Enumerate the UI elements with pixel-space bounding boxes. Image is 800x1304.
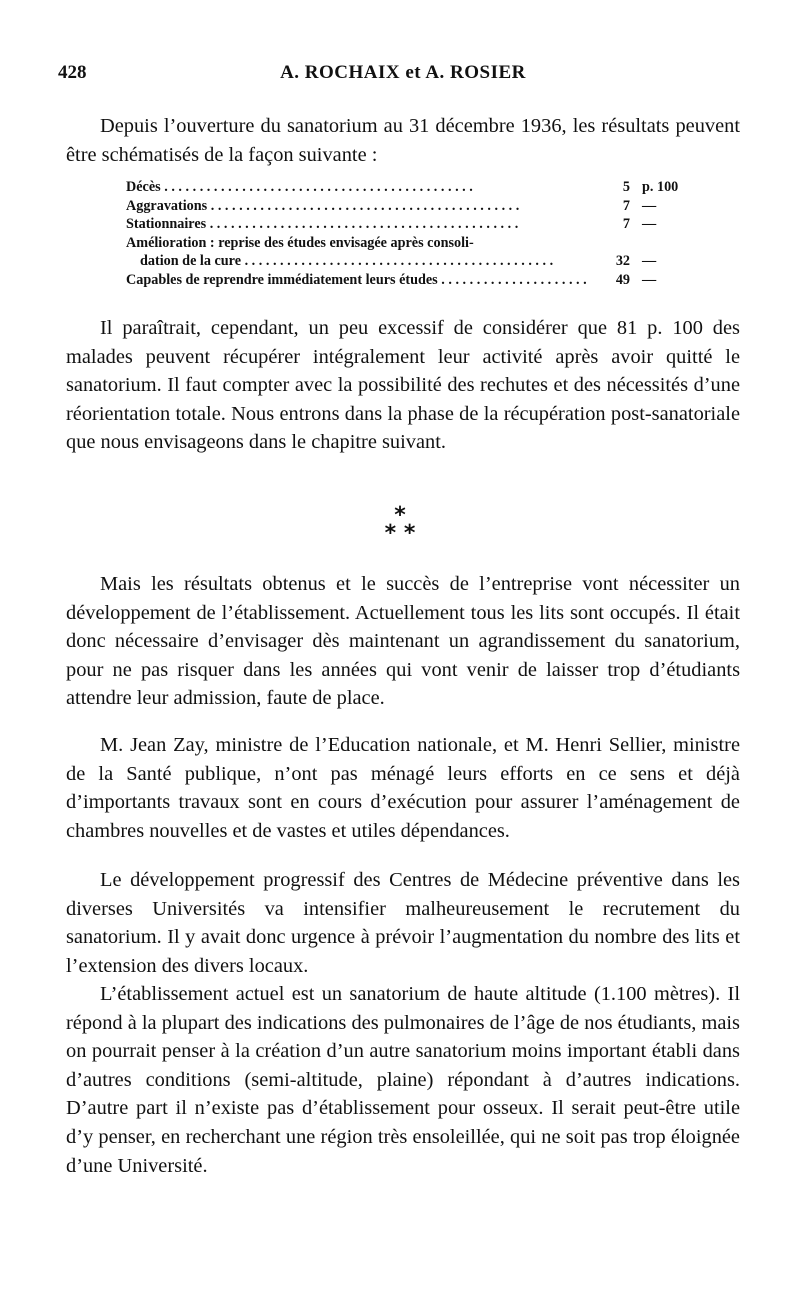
page-number: 428 <box>58 62 87 83</box>
stat-unit: — <box>642 216 657 233</box>
paragraph-centres: Le développement progressif des Centres de Médecine préventive dans les diverses Universités va intensifier malheureusement le recrutement du sanatorium. Il y avait donc urgence à prévoir l’augmentation du nombre des lits et l’extension des divers locaux. <box>66 869 740 977</box>
stat-row-capables <box>126 271 680 290</box>
stat-value: 7 <box>622 197 630 214</box>
running-head: A. ROCHAIX et A. ROSIER <box>280 62 526 83</box>
stat-row-deces <box>126 178 680 197</box>
page-header <box>58 62 748 92</box>
paragraph-developpement: Mais les résultats obtenus et le succès de l’entreprise vont nécessiter un développement de l’établissement. Actuellement tous les lits sont occupés. Il était donc nécessaire d’envisager dès maintenant un agrandissement du sanatorium, pour ne pas risquer dans les années qui vont venir de laisser trop d’étudiants attendre leur admission, faute de place. <box>66 573 740 710</box>
stat-unit: — <box>642 253 657 270</box>
results-table <box>126 178 680 290</box>
stat-value: 32 <box>615 253 630 270</box>
stat-unit: — <box>642 271 657 288</box>
stat-value: 49 <box>615 271 630 288</box>
stat-label: Stationnaires . . . <box>126 215 590 234</box>
stat-label: Aggravations . . . <box>126 197 590 216</box>
paragraph-rechutes: Il paraîtrait, cependant, un peu excessif de considérer que 81 p. 100 des malades peuvent récupérer intégralement leur activité après avoir quitté le sanatorium. Il faut compter avec la possibilité des rechutes et des nécessités d’une réorientation totale. Nous entrons dans la phase de la récupération post-sanatoriale que nous envisageons dans le chapitre suivant. <box>66 317 740 454</box>
stat-value: 7 <box>622 216 630 233</box>
stat-label-line2: dation de la cure . . . <box>140 252 590 271</box>
paragraph-altitude: L’établissement actuel est un sanatorium de haute altitude (1.100 mètres). Il répond à la plupart des indications des pulmonaires de l’âge de nos étudiants, mais on pourrait penser à la création d’un autre sanatorium moins important établi dans d’autres conditions (semi-altitude, plaine) répondant à d’autres indications. D’autre part il n’existe pas d’établissement pour osseux. Il serait peut-être utile d’y penser, en recherchant une région très ensoleillée, qui ne soit pas trop éloignée d’une Université. <box>66 983 740 1177</box>
stat-value: 5 <box>622 179 630 195</box>
stat-unit: p. 100 <box>642 179 679 195</box>
asterism-bottom: * * <box>384 521 416 546</box>
stat-label: Capables de reprendre immédiatement leurs études . . . <box>126 271 590 290</box>
stat-row-amelioration <box>126 234 680 271</box>
asterism-top: * <box>394 503 406 528</box>
intro-paragraph: Depuis l’ouverture du sanatorium au 31 décembre 1936, les résultats peuvent être schématisés de la façon suivante : <box>66 115 740 166</box>
stat-label: Décès . . . <box>126 178 590 197</box>
stat-row-stationnaires <box>126 215 680 234</box>
stat-unit: — <box>642 197 657 214</box>
paragraph-ministres: M. Jean Zay, ministre de l’Education nationale, et M. Henri Sellier, ministre de la Santé publique, n’ont pas ménagé leurs efforts en ce sens et déjà d’importants travaux sont en cours d’exécution pour assurer l’aménagement de chambres nouvelles et de vastes et utiles dépendances. <box>66 734 740 842</box>
stat-label-line1: Amélioration : reprise des études envisagée après consoli- <box>126 234 474 251</box>
stat-row-aggravations <box>126 197 680 216</box>
